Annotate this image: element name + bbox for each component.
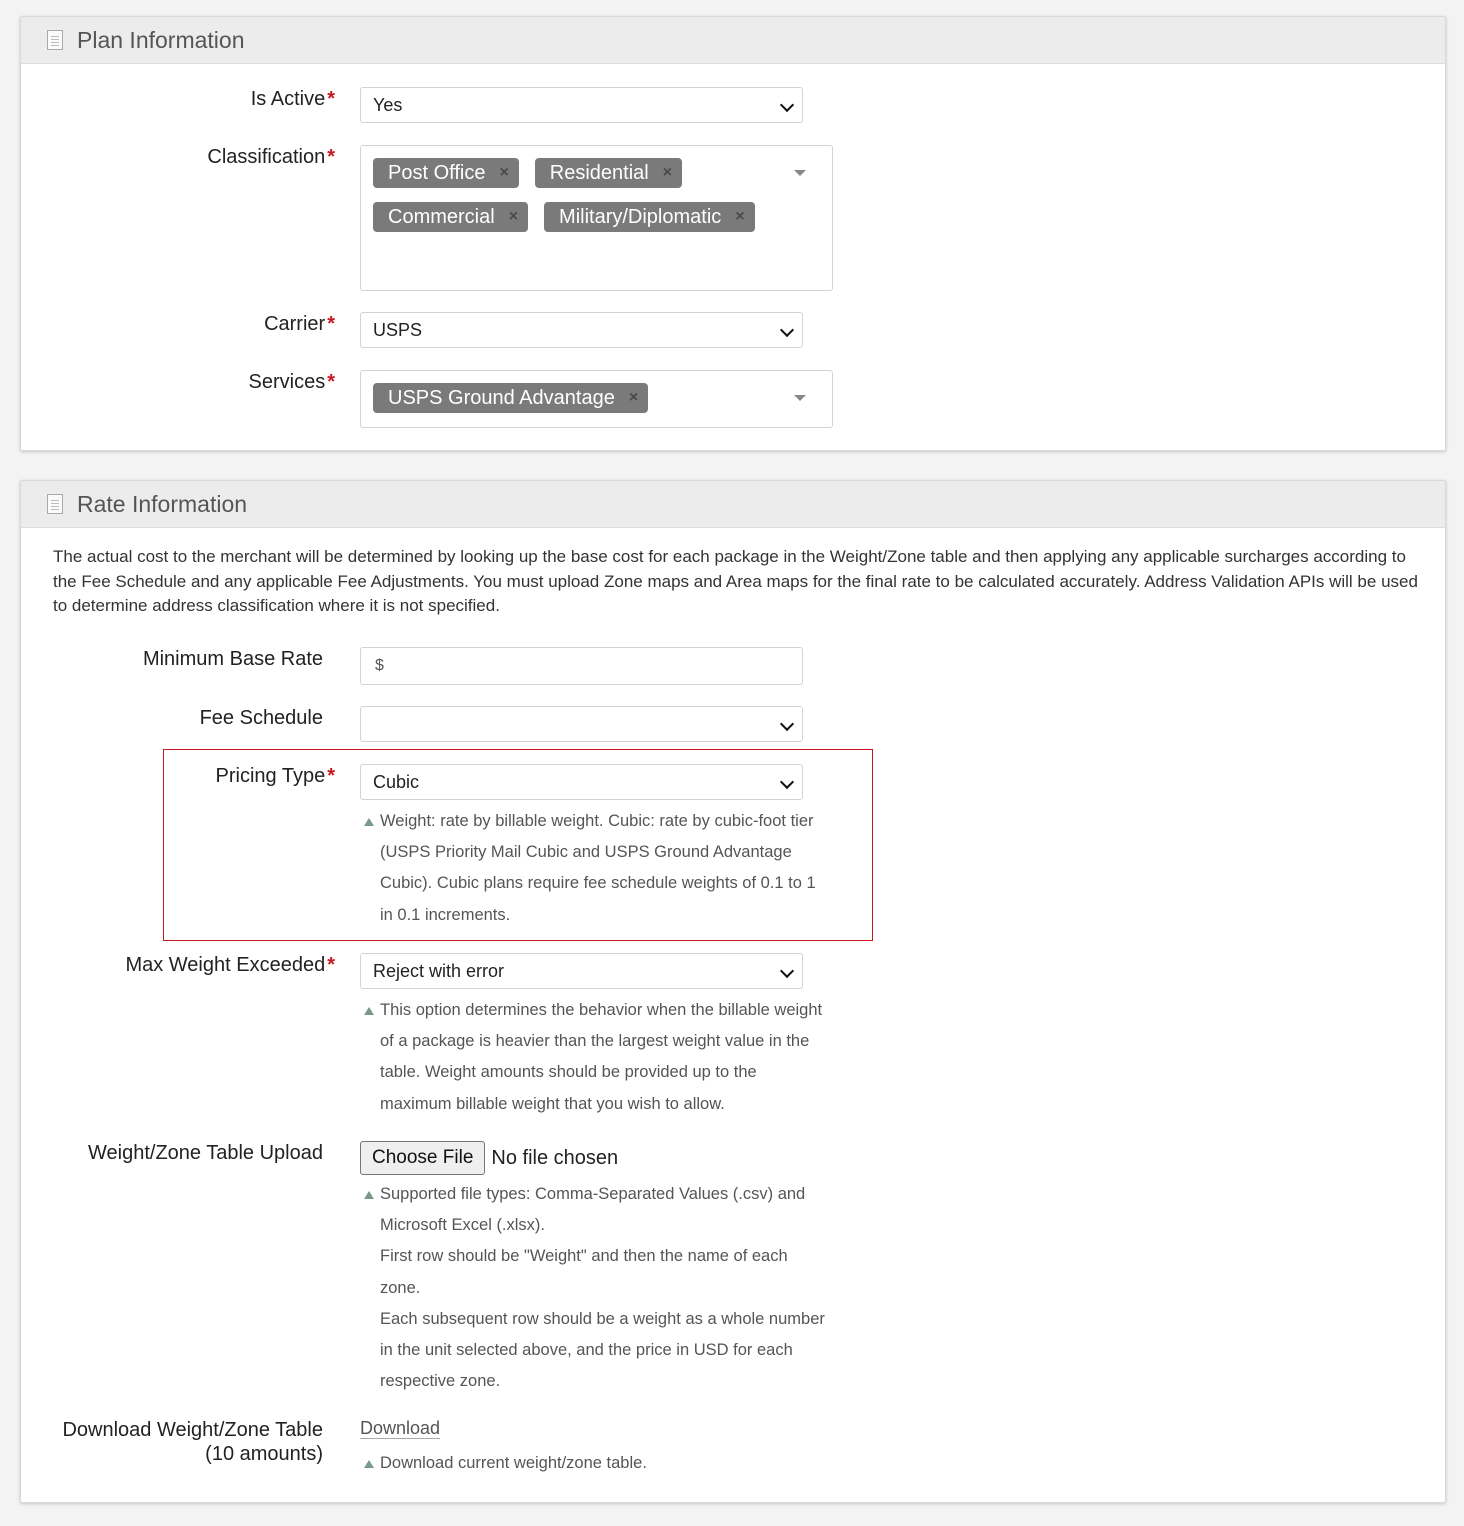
- weight-zone-upload-label: Weight/Zone Table Upload: [88, 1142, 323, 1164]
- chevron-down-icon: [780, 717, 794, 731]
- carrier-label: Carrier *: [264, 313, 335, 335]
- remove-tag-icon[interactable]: ×: [499, 164, 509, 181]
- classification-tag: Post Office ×: [373, 158, 519, 188]
- remove-tag-icon[interactable]: ×: [735, 208, 745, 225]
- remove-tag-icon[interactable]: ×: [508, 208, 519, 225]
- rate-information-header: [21, 481, 1445, 528]
- classification-label: Classification *: [207, 146, 335, 168]
- max-weight-exceeded-label: Max Weight Exceeded *: [125, 954, 335, 976]
- chevron-down-icon: [780, 775, 794, 789]
- currency-prefix: $: [375, 657, 384, 674]
- info-triangle-icon: [364, 1191, 374, 1199]
- minimum-base-rate-label: Minimum Base Rate: [142, 648, 323, 670]
- document-icon: [47, 30, 63, 50]
- chevron-down-icon: [780, 323, 794, 337]
- required-marker: *: [327, 954, 335, 976]
- fee-schedule-select[interactable]: [360, 706, 803, 742]
- carrier-select[interactable]: USPS: [360, 312, 803, 348]
- download-table-label: Download Weight/Zone Table (10 amounts): [62, 1419, 323, 1465]
- services-label: Services *: [248, 371, 335, 393]
- required-marker: *: [327, 88, 335, 110]
- dropdown-caret-icon[interactable]: [794, 170, 806, 176]
- info-triangle-icon: [364, 1007, 374, 1015]
- dropdown-caret-icon[interactable]: [794, 395, 806, 401]
- classification-tag: Commercial ×: [373, 202, 528, 232]
- file-input: [360, 1141, 618, 1175]
- services-tag: USPS Ground Advantage ×: [373, 383, 648, 413]
- choose-file-button[interactable]: Choose File: [360, 1141, 485, 1175]
- fee-schedule-label: Fee Schedule: [199, 707, 323, 729]
- panel-title: Rate Information: [77, 490, 248, 517]
- classification-tag: Residential ×: [535, 158, 682, 188]
- required-marker: *: [327, 765, 335, 787]
- file-status: No file chosen: [491, 1146, 619, 1169]
- document-icon: [47, 494, 63, 514]
- plan-information-panel: [20, 16, 1446, 451]
- info-triangle-icon: [364, 818, 374, 826]
- chevron-down-icon: [780, 98, 794, 112]
- max-weight-exceeded-select[interactable]: Reject with error: [360, 953, 803, 989]
- classification-tag: Military/Diplomatic ×: [544, 202, 755, 232]
- is-active-label: Is Active *: [250, 88, 335, 110]
- required-marker: *: [327, 146, 335, 168]
- is-active-select[interactable]: Yes: [360, 87, 803, 123]
- info-triangle-icon: [364, 1460, 374, 1468]
- download-link[interactable]: Download: [360, 1418, 441, 1438]
- required-marker: *: [327, 313, 335, 335]
- panel-title: Plan Information: [77, 26, 245, 53]
- minimum-base-rate-input[interactable]: [360, 647, 803, 685]
- pricing-type-select[interactable]: Cubic: [360, 764, 803, 800]
- upload-help: Supported file types: Comma-Separated Values (.csv) and Microsoft Excel (.xlsx). First row should be "Weight" and then the name of each zone. Each subsequent row should be a weight as a whole number in the unit selected above, and the price in USD for each respective zone.: [362, 1179, 832, 1397]
- plan-information-header: [21, 17, 1445, 64]
- required-marker: *: [327, 371, 335, 393]
- rate-information-panel: [20, 480, 1446, 1503]
- rate-intro-text: The actual cost to the merchant will be determined by looking up the base cost for each package in the Weight/Zone table and then applying any applicable surcharges according to the Fee Schedule and any applicable Fee Adjustments. You must upload Zone maps and Area maps for the final rate to be calculated accurately. Address Validation APIs will be used to determine address classification where it is not specified.: [53, 547, 1418, 615]
- services-multiselect[interactable]: [360, 370, 833, 428]
- classification-multiselect[interactable]: [360, 145, 833, 291]
- download-help: Download current weight/zone table.: [362, 1448, 832, 1479]
- max-weight-help: This option determines the behavior when the billable weight of a package is heavier than the largest weight value in the table. Weight amounts should be provided up to the maximum billable weight that you wish to allow.: [362, 995, 832, 1120]
- pricing-type-label: Pricing Type *: [215, 765, 335, 787]
- remove-tag-icon[interactable]: ×: [628, 389, 639, 406]
- chevron-down-icon: [780, 964, 794, 978]
- pricing-type-help: Weight: rate by billable weight. Cubic: rate by cubic-foot tier (USPS Priority Mail Cubic and USPS Ground Advantage Cubic). Cubic plans require fee schedule weights of 0.1 to 1 in 0.1 increments.: [362, 806, 832, 931]
- remove-tag-icon[interactable]: ×: [662, 164, 673, 181]
